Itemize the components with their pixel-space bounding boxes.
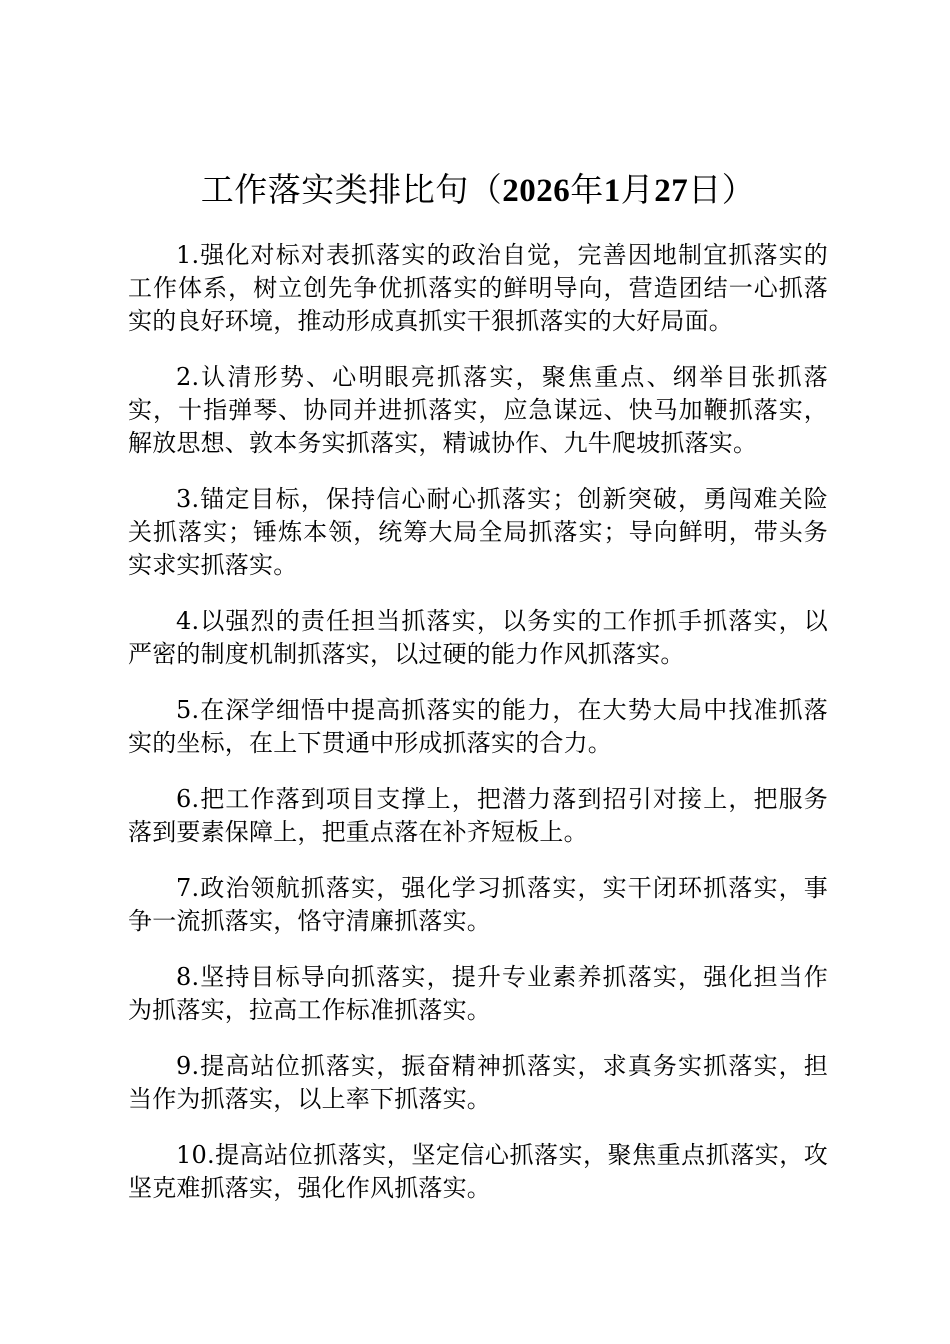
paragraph-2: 2.认清形势、心明眼亮抓落实，聚焦重点、纲举目张抓落实，十指弹琴、协同并进抓落实，应急谋远、快马加鞭抓落实，解放思想、敦本务实抓落实，精诚协作、九牛爬坡抓落实。 <box>128 363 828 457</box>
paragraph-3: 3.锚定目标，保持信心耐心抓落实；创新突破，勇闯难关险关抓落实；锤炼本领，统筹大局全局抓落实；导向鲜明，带头务实求实抓落实。 <box>128 485 828 579</box>
paragraph-10: 10.提高站位抓落实，坚定信心抓落实，聚焦重点抓落实，攻坚克难抓落实，强化作风抓落实。 <box>128 1141 828 1202</box>
paragraph-5: 5.在深学细悟中提高抓落实的能力，在大势大局中找准抓落实的坐标，在上下贯通中形成抓落实的合力。 <box>128 696 828 757</box>
title-prefix: 工作落实类排比句（ <box>200 170 503 209</box>
title-month-unit: 月 <box>620 170 655 209</box>
title-year: 2026 <box>502 173 571 209</box>
title-year-unit: 年 <box>570 170 604 209</box>
document-page <box>128 168 828 1228</box>
title-day: 27 <box>654 173 689 209</box>
paragraph-8: 8.坚持目标导向抓落实，提升专业素养抓落实，强化担当作为抓落实，拉高工作标准抓落实。 <box>128 963 828 1024</box>
title-suffix: 日） <box>688 170 756 209</box>
paragraph-6: 6.把工作落到项目支撑上，把潜力落到招引对接上，把服务落到要素保障上，把重点落在补齐短板上。 <box>128 785 828 846</box>
document-title <box>128 168 828 213</box>
paragraph-7: 7.政治领航抓落实，强化学习抓落实，实干闭环抓落实，事争一流抓落实，恪守清廉抓落实。 <box>128 874 828 935</box>
paragraph-4: 4.以强烈的责任担当抓落实，以务实的工作抓手抓落实，以严密的制度机制抓落实，以过硬的能力作风抓落实。 <box>128 607 828 668</box>
paragraph-9: 9.提高站位抓落实，振奋精神抓落实，求真务实抓落实，担当作为抓落实，以上率下抓落实。 <box>128 1052 828 1113</box>
paragraph-1: 1.强化对标对表抓落实的政治自觉，完善因地制宜抓落实的工作体系，树立创先争优抓落实的鲜明导向，营造团结一心抓落实的良好环境，推动形成真抓实干狠抓落实的大好局面。 <box>128 241 828 335</box>
title-month: 1 <box>603 173 621 209</box>
